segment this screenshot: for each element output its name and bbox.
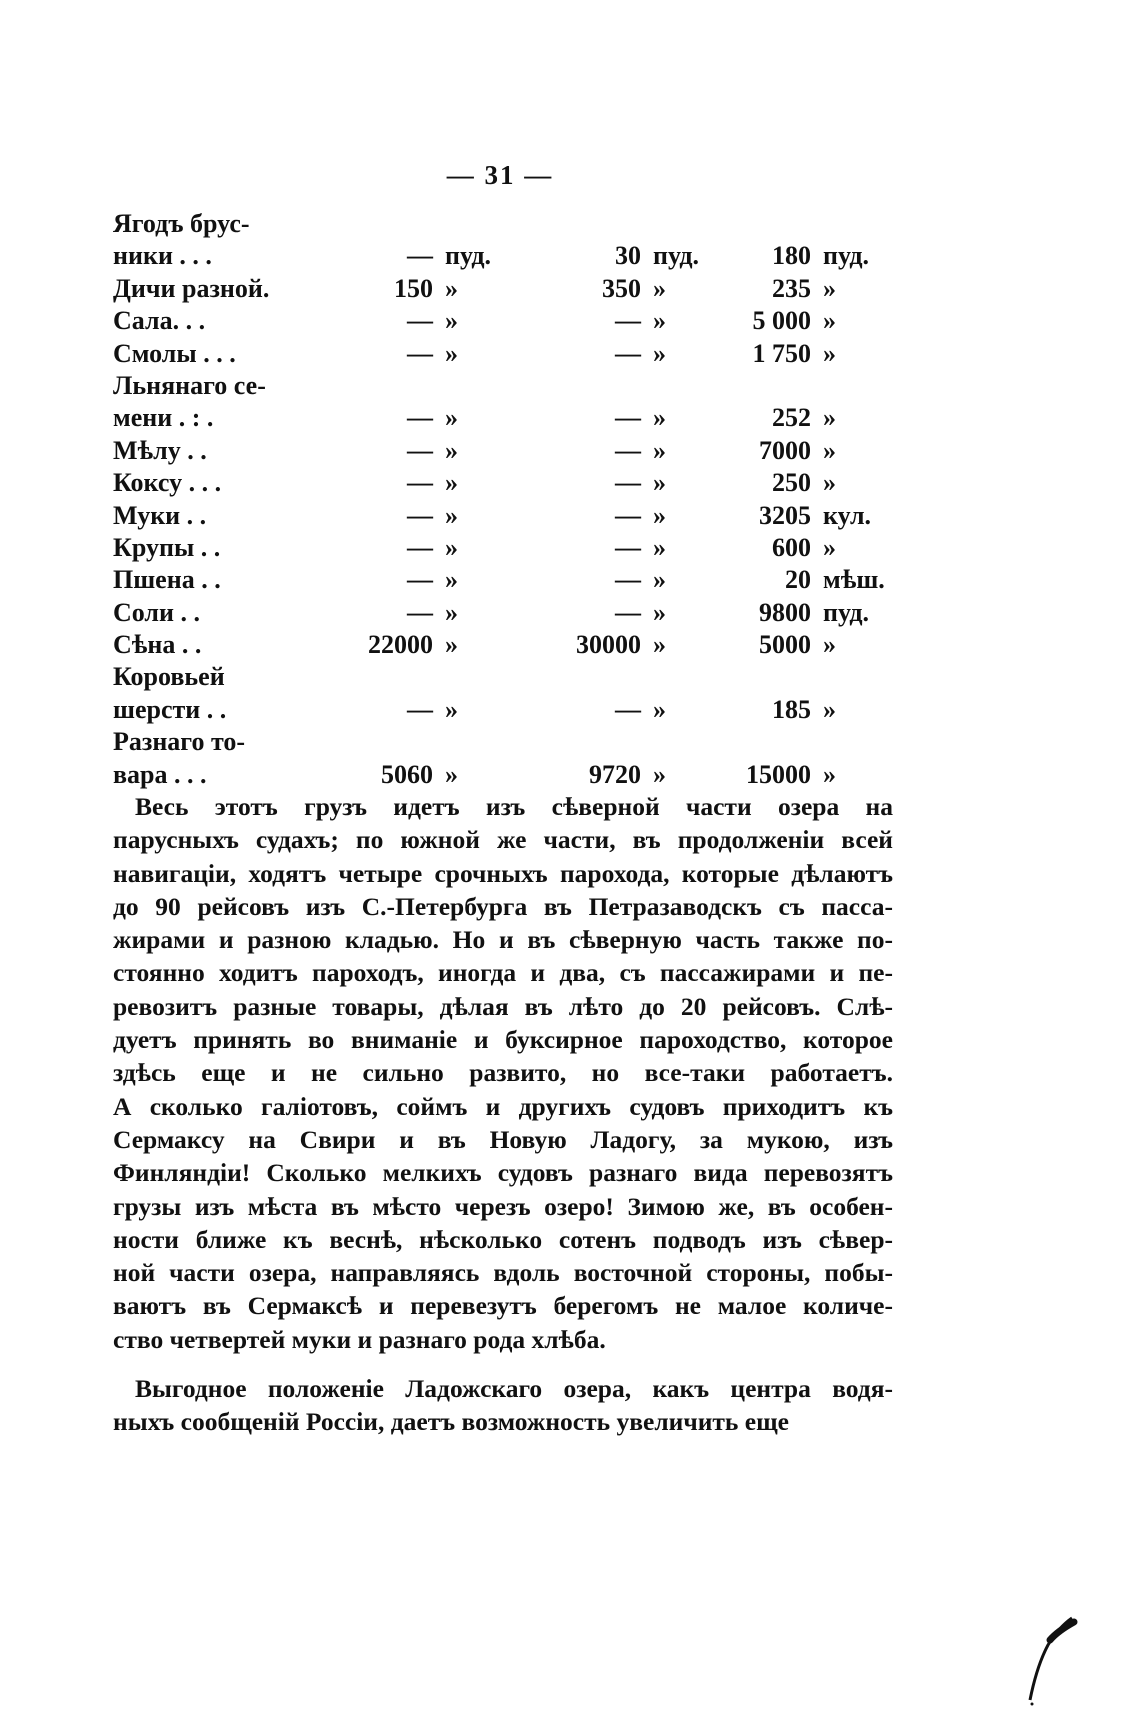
text-line: Сермаксу на Свири и въ Новую Ладогу, за мукою, изъ: [113, 1124, 893, 1154]
value-3: 250: [772, 468, 811, 498]
table-row: [113, 629, 873, 661]
unit-1: »: [445, 468, 458, 498]
unit-1: »: [445, 306, 458, 336]
table-row: [113, 500, 873, 532]
text-line: ности ближе къ веснѣ, нѣсколько сотенъ подводъ изъ сѣвер-: [113, 1224, 893, 1254]
table-row: [113, 240, 873, 272]
value-1: 150: [394, 273, 433, 303]
unit-1: пуд.: [445, 241, 491, 271]
value-1: —: [407, 403, 433, 433]
unit-3: мѣш.: [823, 565, 885, 595]
unit-2: »: [653, 597, 666, 627]
value-2: 30000: [576, 630, 641, 660]
value-3: 3205: [759, 500, 811, 530]
unit-3: »: [823, 630, 836, 660]
value-3: 15000: [746, 759, 811, 789]
row-label: ники . . .: [113, 241, 212, 271]
unit-1: »: [445, 565, 458, 595]
unit-1: »: [445, 403, 458, 433]
row-label: Коксу . . .: [113, 468, 222, 498]
text-line: Весь этотъ грузъ идетъ изъ сѣверной части озера на: [135, 792, 893, 821]
unit-3: »: [823, 338, 836, 368]
value-2: —: [615, 403, 641, 433]
value-3: 600: [772, 532, 811, 562]
value-2: —: [615, 306, 641, 336]
table-row: [113, 661, 873, 693]
row-label: мени . : .: [113, 403, 214, 433]
table-row: [113, 208, 873, 240]
unit-2: »: [653, 630, 666, 660]
unit-2: »: [653, 759, 666, 789]
unit-2: »: [653, 338, 666, 368]
unit-1: »: [445, 694, 458, 724]
value-1: —: [407, 468, 433, 498]
value-2: 350: [602, 273, 641, 303]
unit-3: »: [823, 306, 836, 336]
unit-1: »: [445, 759, 458, 789]
unit-3: »: [823, 273, 836, 303]
value-3: 9800: [759, 597, 811, 627]
unit-2: »: [653, 694, 666, 724]
value-1: —: [407, 435, 433, 465]
goods-table: [113, 208, 885, 791]
unit-1: »: [445, 435, 458, 465]
unit-3: пуд.: [823, 597, 869, 627]
row-label: Разнаго то-: [113, 727, 246, 757]
table-row: [113, 467, 873, 499]
ink-mark-icon: [1010, 1600, 1080, 1710]
value-1: —: [407, 597, 433, 627]
text-line: А сколько галіотовъ, соймъ и другихъ судовъ приходитъ къ: [113, 1091, 893, 1121]
row-label: Коровьей: [113, 662, 225, 692]
paragraph-2: [113, 1372, 893, 1439]
row-label: Соли . .: [113, 597, 201, 627]
value-1: —: [407, 500, 433, 530]
paragraph-1: [113, 790, 893, 1356]
value-3: 1 750: [752, 338, 811, 368]
value-2: —: [615, 338, 641, 368]
value-1: —: [407, 565, 433, 595]
value-2: —: [615, 565, 641, 595]
value-2: —: [615, 597, 641, 627]
unit-3: »: [823, 468, 836, 498]
row-label: Льнянаго се-: [113, 370, 266, 400]
text-line: ревозитъ разные товары, дѣлая въ лѣто до 20 рейсовъ. Слѣ-: [113, 991, 893, 1021]
text-line: стоянно ходитъ пароходъ, иногда и два, съ пассажирами и пе-: [113, 958, 893, 988]
unit-2: »: [653, 468, 666, 498]
value-3: 20: [785, 565, 811, 595]
text-line: ной части озера, направляясь вдоль восточной стороны, побы-: [113, 1258, 893, 1288]
unit-3: »: [823, 403, 836, 433]
text-line: навигаціи, ходятъ четыре срочныхъ парохода, которые дѣлаютъ: [113, 858, 893, 888]
value-2: 9720: [589, 759, 641, 789]
table-row: [113, 435, 873, 467]
text-line: здѣсь еще и не сильно развито, но все-таки работаетъ.: [113, 1058, 893, 1088]
value-3: 185: [772, 694, 811, 724]
text-line: ство четвертей муки и разнаго рода хлѣба.: [113, 1324, 606, 1354]
value-1: —: [407, 694, 433, 724]
value-1: —: [407, 338, 433, 368]
value-2: 30: [615, 241, 641, 271]
unit-1: »: [445, 500, 458, 530]
unit-1: »: [445, 597, 458, 627]
unit-3: кул.: [823, 500, 872, 530]
text-line: ныхъ сообщеній Россіи, даетъ возможность увеличить еще: [113, 1407, 789, 1437]
unit-2: »: [653, 435, 666, 465]
page-number: — 31 —: [446, 160, 554, 190]
unit-1: »: [445, 338, 458, 368]
unit-3: »: [823, 532, 836, 562]
table-row: [113, 597, 873, 629]
row-label: вара . . .: [113, 759, 207, 789]
value-3: 252: [772, 403, 811, 433]
table-row: [113, 370, 873, 402]
text-line: грузы изъ мѣста въ мѣсто черезъ озеро! Зимою же, въ особен-: [113, 1191, 893, 1221]
text-line: Финляндіи! Сколько мелкихъ судовъ разнаго вида перевозятъ: [113, 1158, 893, 1188]
unit-2: »: [653, 532, 666, 562]
value-1: —: [407, 241, 433, 271]
unit-1: »: [445, 273, 458, 303]
row-label: Сала. . .: [113, 306, 206, 336]
value-1: —: [407, 532, 433, 562]
table-row: [113, 759, 873, 791]
table-row: [113, 564, 885, 596]
text-line: Выгодное положеніе Ладожскаго озера, какъ центра водя-: [135, 1374, 893, 1404]
table-row: [113, 273, 873, 305]
row-label: Дичи разной.: [113, 273, 270, 303]
table-row: [113, 694, 873, 726]
row-label: Сѣна . .: [113, 630, 202, 660]
value-1: 5060: [381, 759, 433, 789]
value-2: —: [615, 500, 641, 530]
value-3: 180: [772, 241, 811, 271]
table-row: [113, 402, 873, 434]
text-line: жирами и разною кладью. Но и въ сѣверную часть также по-: [113, 925, 893, 955]
table-row: [113, 305, 873, 337]
unit-2: пуд.: [653, 241, 699, 271]
row-label: шерсти . .: [113, 694, 227, 724]
row-label: Ягодъ брус-: [113, 209, 250, 238]
row-label: Пшена . .: [113, 565, 221, 595]
unit-3: »: [823, 759, 836, 789]
value-2: —: [615, 532, 641, 562]
unit-3: »: [823, 694, 836, 724]
unit-2: »: [653, 306, 666, 336]
unit-2: »: [653, 273, 666, 303]
value-2: —: [615, 468, 641, 498]
value-3: 7000: [759, 435, 811, 465]
table-row: [113, 338, 873, 370]
value-3: 235: [772, 273, 811, 303]
unit-3: »: [823, 435, 836, 465]
row-label: Муки . .: [113, 500, 207, 530]
row-label: Мѣлу . .: [113, 435, 207, 465]
row-label: Крупы . .: [113, 532, 221, 562]
table-row: [113, 532, 873, 564]
table-row: [113, 726, 873, 758]
text-line: ваютъ въ Сермаксѣ и перевезутъ берегомъ не малое количе-: [113, 1291, 893, 1321]
unit-1: »: [445, 630, 458, 660]
text-line: до 90 рейсовъ изъ С.-Петербурга въ Петразаводскъ съ пасса-: [113, 891, 893, 921]
unit-2: »: [653, 403, 666, 433]
row-label: Смолы . . .: [113, 338, 236, 368]
unit-3: пуд.: [823, 241, 869, 271]
unit-2: »: [653, 565, 666, 595]
unit-1: »: [445, 532, 458, 562]
value-1: —: [407, 306, 433, 336]
value-1: 22000: [368, 630, 433, 660]
text-line: дуетъ принять во вниманіе и буксирное пароходство, которое: [113, 1025, 893, 1055]
unit-2: »: [653, 500, 666, 530]
value-2: —: [615, 694, 641, 724]
value-3: 5 000: [752, 306, 811, 336]
value-3: 5000: [759, 630, 811, 660]
text-line: парусныхъ судахъ; по южной же части, въ продолженіи всей: [113, 825, 893, 855]
body-text: [113, 790, 893, 1439]
value-2: —: [615, 435, 641, 465]
